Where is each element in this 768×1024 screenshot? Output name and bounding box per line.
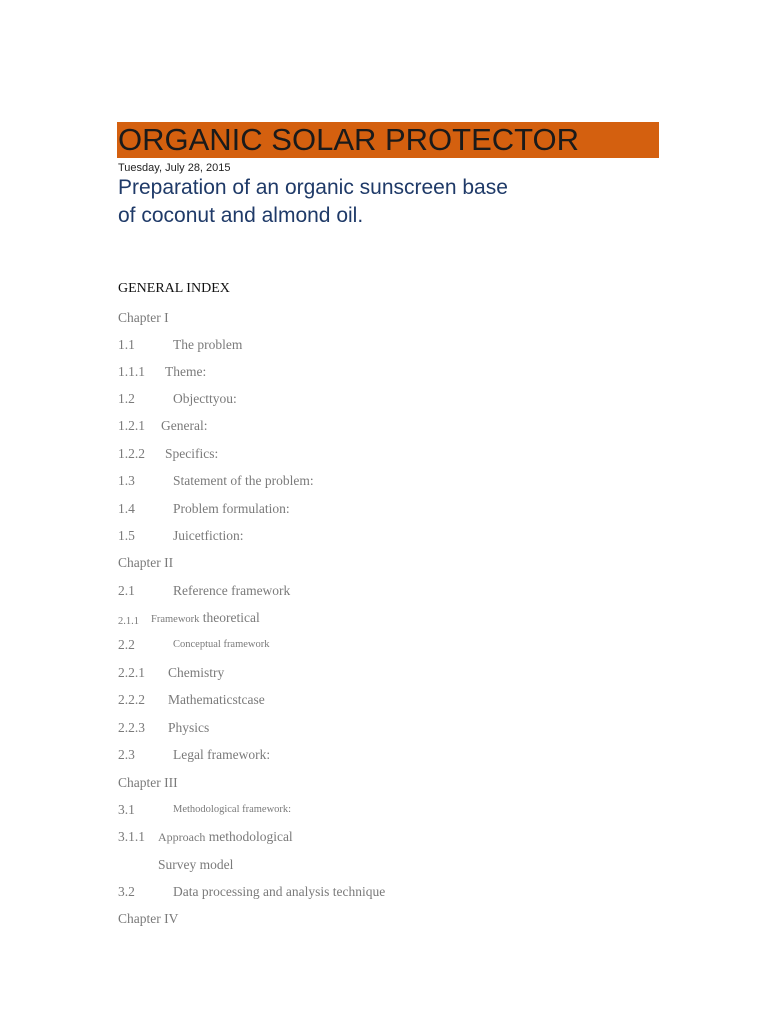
toc-item <box>118 665 225 681</box>
toc-item <box>118 364 207 380</box>
toc-item <box>118 337 243 353</box>
toc-number: 3.1 <box>118 802 135 817</box>
toc-label-main: methodological <box>208 829 293 844</box>
toc-item <box>118 473 314 489</box>
toc-label: General: <box>161 418 208 433</box>
toc-item <box>118 446 219 462</box>
toc-number: Chapter IV <box>118 911 179 926</box>
toc-item <box>118 391 237 407</box>
toc-number: Chapter III <box>118 775 178 790</box>
toc-number: 1.2.1 <box>118 418 145 433</box>
toc-item <box>118 528 244 544</box>
toc-number: 1.3 <box>118 473 135 488</box>
toc-item <box>118 829 293 845</box>
toc-number: 2.3 <box>118 747 135 762</box>
document-subtitle <box>118 174 638 230</box>
toc-label: Legal framework: <box>173 747 271 762</box>
toc-item <box>118 802 292 818</box>
toc-label: Reference framework <box>173 583 291 598</box>
subtitle-line-1: Preparation of an organic sunscreen base <box>118 176 508 199</box>
toc-label: Juicetfiction: <box>173 528 244 543</box>
toc-chapter-1 <box>118 310 169 326</box>
toc-label: Statement of the problem: <box>173 473 314 488</box>
toc-label: Specifics: <box>165 446 219 461</box>
index-heading: GENERAL INDEX <box>118 281 230 296</box>
toc-chapter-2 <box>118 555 173 571</box>
toc-item <box>118 501 290 517</box>
toc-label: Survey model <box>158 857 234 872</box>
toc-number: 3.1.1 <box>118 829 145 844</box>
toc-label: Data processing and analysis technique <box>173 884 386 899</box>
toc-number: 1.5 <box>118 528 135 543</box>
document-title: ORGANIC SOLAR PROTECTOR <box>117 122 659 158</box>
toc-chapter-4 <box>118 911 178 927</box>
toc-item <box>118 610 260 627</box>
toc-item <box>118 583 291 599</box>
toc-number: Chapter II <box>118 555 174 570</box>
subtitle-line-2: of coconut and almond oil. <box>118 204 364 227</box>
toc-number: 2.2 <box>118 637 135 652</box>
toc-label-prefix: Approach <box>158 830 206 844</box>
toc-label: Physics <box>168 720 210 735</box>
toc-label: Conceptual framework <box>173 639 270 650</box>
toc-number: Chapter I <box>118 310 169 325</box>
toc-number: 2.2.1 <box>118 665 145 680</box>
toc-number: 2.2.2 <box>118 692 145 707</box>
toc-label: The problem <box>173 337 243 352</box>
toc-label-main: theoretical <box>202 610 260 625</box>
toc-label: Objecttyou: <box>173 391 237 406</box>
toc-number: 3.2 <box>118 884 135 899</box>
post-date: Tuesday, July 28, 2015 <box>118 162 231 174</box>
toc-label: Methodological framework: <box>173 804 292 815</box>
toc-label <box>158 829 293 845</box>
toc-label: Chemistry <box>168 665 225 680</box>
toc-number: 1.4 <box>118 501 135 516</box>
toc-number: 2.2.3 <box>118 720 145 735</box>
toc-item <box>118 747 271 763</box>
toc-number: 1.1 <box>118 337 135 352</box>
toc-number: 2.1 <box>118 583 135 598</box>
toc-chapter-3 <box>118 775 178 791</box>
toc-number: 1.2.2 <box>118 446 145 461</box>
toc-number: 2.1.1 <box>118 616 139 627</box>
toc-item <box>118 637 270 653</box>
toc-number: 1.2 <box>118 391 135 406</box>
toc-item <box>118 720 210 736</box>
toc-label <box>151 610 260 626</box>
toc-item <box>118 884 386 900</box>
toc-label: Theme: <box>165 364 207 379</box>
toc-item <box>118 692 265 708</box>
toc-label-prefix: Framework <box>151 614 200 625</box>
toc-item <box>118 418 208 434</box>
toc-number: 1.1.1 <box>118 364 145 379</box>
toc-label: Mathematicstcase <box>168 692 265 707</box>
toc-label: Problem formulation: <box>173 501 290 516</box>
